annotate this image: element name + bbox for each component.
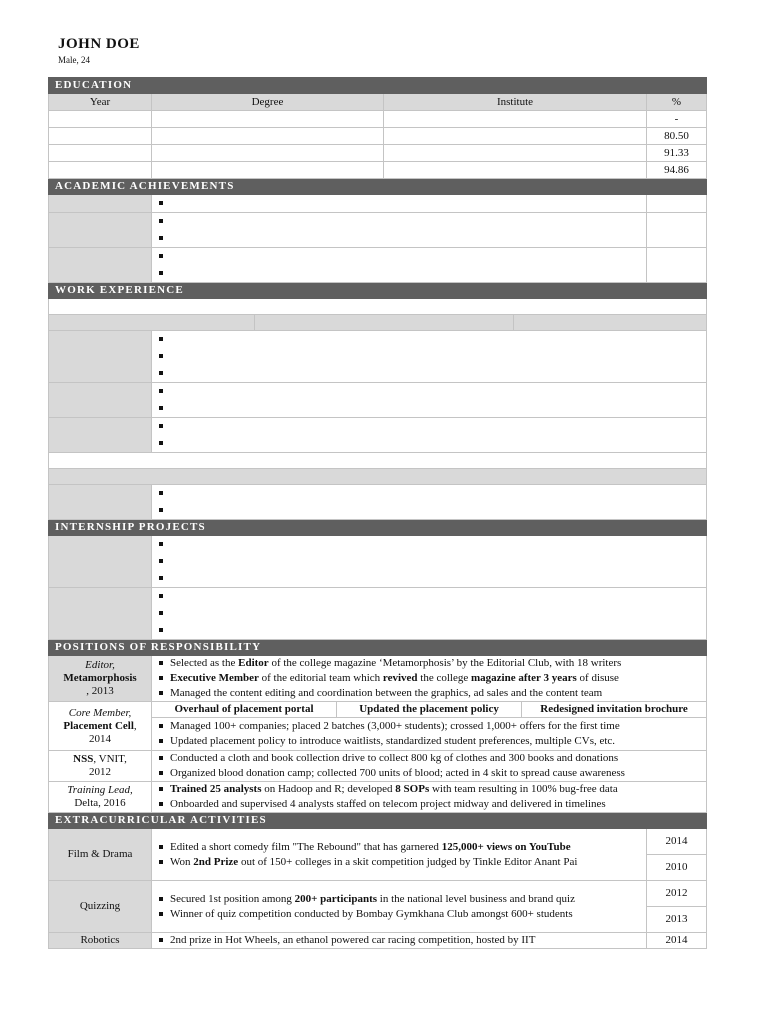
bullet-item: Selected as the Editor of the college magazine ‘Metamorphosis’ by the Editorial Club, with 18 writers xyxy=(156,656,702,671)
role-text: Training Lead, xyxy=(67,784,133,796)
bullet-item: Trained 25 analysts on Hadoop and R; developed 8 SOPs with team resulting in 100% bug-free data xyxy=(156,782,702,797)
bullet-item xyxy=(156,418,702,435)
section-positions: POSITIONS OF RESPONSIBILITY xyxy=(49,640,707,656)
activity-label: Quizzing xyxy=(49,881,152,933)
bullet-item xyxy=(156,622,702,639)
bullet-item xyxy=(156,570,702,587)
year-cell: 2012 xyxy=(647,881,706,907)
bullet-item: Winner of quiz competition conducted by Bombay Gymkhana Club amongst 600+ students xyxy=(156,907,642,922)
bullet-item: Won 2nd Prize out of 150+ colleges in a skit competition judged by Tinkle Editor Anant Pai xyxy=(156,855,642,870)
bullet-item xyxy=(156,365,702,382)
work-row xyxy=(49,485,707,520)
col-degree: Degree xyxy=(152,94,384,111)
bullet-item: Edited a short comedy film "The Rebound" that has garnered 125,000+ views on YouTube xyxy=(156,840,642,855)
candidate-subtitle: Male, 24 xyxy=(58,55,90,65)
bullet-item xyxy=(156,195,642,212)
bullet-item xyxy=(156,230,642,247)
position-editor xyxy=(49,656,707,702)
bullet-item xyxy=(156,485,702,502)
resume-table xyxy=(48,77,707,949)
year-text: 2012 xyxy=(89,766,111,778)
section-academic-achievements: ACADEMIC ACHIEVEMENTS xyxy=(49,179,707,195)
education-row xyxy=(49,162,707,179)
year-cell: 2014 xyxy=(647,933,707,949)
year-text: 2014 xyxy=(89,732,111,745)
bullet-item xyxy=(156,588,702,605)
year-text: , 2013 xyxy=(86,685,114,697)
bullet-item xyxy=(156,383,702,400)
bullet-item xyxy=(156,605,702,622)
percent-value: 91.33 xyxy=(647,145,707,162)
bullet-item: 2nd prize in Hot Wheels, an ethanol powered car racing competition, hosted by IIT xyxy=(156,933,642,948)
col-year: Year xyxy=(49,94,152,111)
candidate-name: JOHN DOE xyxy=(58,36,140,52)
subhead: Updated the placement policy xyxy=(337,702,522,717)
org-text: Metamorphosis xyxy=(63,672,137,684)
section-internship-projects: INTERNSHIP PROJECTS xyxy=(49,520,707,536)
bullet-item xyxy=(156,213,642,230)
subhead: Redesigned invitation brochure xyxy=(540,703,688,715)
bullet-item: Organized blood donation camp; collected 700 units of blood; acted in 4 skit to spread cause awareness xyxy=(156,766,702,781)
internship-row xyxy=(49,588,707,640)
work-row xyxy=(49,418,707,453)
year-cell: 2010 xyxy=(665,861,688,873)
academic-row xyxy=(49,213,707,248)
percent-value: 80.50 xyxy=(647,128,707,145)
position-label xyxy=(49,656,152,702)
bullet-item xyxy=(156,553,702,570)
education-row xyxy=(49,111,707,128)
activity-label: Robotics xyxy=(49,933,152,949)
work-subheader-row xyxy=(49,315,707,331)
education-row xyxy=(49,128,707,145)
extra-quiz xyxy=(49,881,707,933)
bullet-item xyxy=(156,248,642,265)
position-training xyxy=(49,782,707,813)
col-institute: Institute xyxy=(384,94,647,111)
extra-film xyxy=(49,829,707,881)
bullet-item xyxy=(156,331,702,348)
bullet-item: Executive Member of the editorial team which revived the college magazine after 3 years of disuse xyxy=(156,671,702,686)
role-text: Core Member, xyxy=(68,706,132,719)
position-label xyxy=(49,782,152,813)
work-spacer-row xyxy=(49,453,707,469)
percent-value: - xyxy=(647,111,707,128)
year-cell: 2013 xyxy=(665,913,688,925)
education-row xyxy=(49,145,707,162)
position-label: NSS, VNIT, 2012 xyxy=(49,751,152,782)
work-row xyxy=(49,383,707,418)
role-text: Editor, xyxy=(85,659,115,671)
section-education: EDUCATION xyxy=(49,78,707,94)
extra-robotics xyxy=(49,933,707,949)
org-text: Placement Cell xyxy=(63,719,134,732)
bullet-item xyxy=(156,536,702,553)
col-percent: % xyxy=(647,94,707,111)
resume-header xyxy=(58,36,140,65)
bullet-item xyxy=(156,400,702,417)
position-label: Core Member, Placement Cell, 2014 xyxy=(49,702,152,751)
position-placement xyxy=(49,702,707,751)
percent-value: 94.86 xyxy=(647,162,707,179)
bullet-item xyxy=(156,265,642,282)
bullet-item: Managed 100+ companies; placed 2 batches (3,000+ students); crossed 1,000+ offers for the first time xyxy=(156,719,702,734)
internship-row xyxy=(49,536,707,588)
bullet-item: Secured 1st position among 200+ participants in the national level business and brand quiz xyxy=(156,892,642,907)
org-text: NSS xyxy=(73,753,94,765)
bullet-item xyxy=(156,502,702,519)
position-nss xyxy=(49,751,707,782)
placement-subheads xyxy=(152,702,706,718)
academic-row xyxy=(49,195,707,213)
work-subheader-row xyxy=(49,469,707,485)
section-work-experience: WORK EXPERIENCE xyxy=(49,283,707,299)
academic-row xyxy=(49,248,707,283)
section-extracurricular: EXTRACURRICULAR ACTIVITIES xyxy=(49,813,707,829)
bullet-item: Managed the content editing and coordination between the graphics, ad sales and the content team xyxy=(156,686,702,701)
bullet-item xyxy=(156,348,702,365)
year-cell: 2014 xyxy=(647,829,706,855)
bullet-item: Updated placement policy to introduce waitlists, standardized student preferences, multiple CVs, etc. xyxy=(156,734,702,749)
bullet-item xyxy=(156,435,702,452)
activity-label: Film & Drama xyxy=(49,829,152,881)
org-text: Delta, 2016 xyxy=(74,797,126,809)
bullet-item: Onboarded and supervised 4 analysts staffed on telecom project midway and delivered in timelines xyxy=(156,797,702,812)
bullet-item: Conducted a cloth and book collection drive to collect 800 kg of clothes and 300 books and donations xyxy=(156,751,702,766)
work-row xyxy=(49,331,707,383)
work-company-row xyxy=(49,299,707,315)
subhead: Overhaul of placement portal xyxy=(152,702,337,717)
